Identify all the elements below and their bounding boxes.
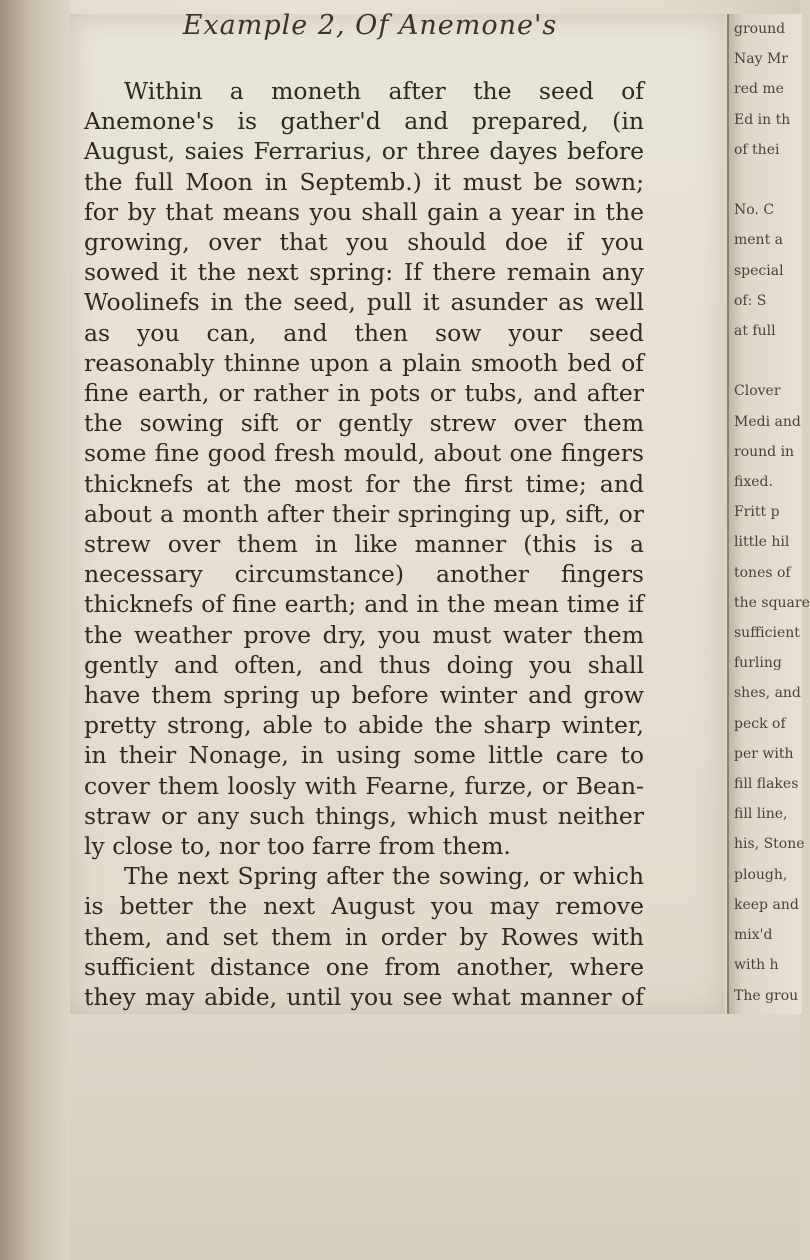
margin-fragment: special bbox=[734, 262, 784, 279]
margin-fragment: sufficient bbox=[734, 625, 800, 642]
margin-fragment: shes, and bbox=[734, 685, 801, 702]
adjacent-page-fragment bbox=[727, 14, 810, 1014]
margin-fragment: of: S bbox=[734, 292, 767, 309]
margin-fragment: of thei bbox=[734, 141, 780, 158]
paragraph-2: The next Spring after the sowing, or which is better the next August you may remove them, and set them in order by Rowes with sufficient distance one from another, where they may abide, until you see what manner of bbox=[84, 862, 644, 1012]
book-spine bbox=[0, 0, 70, 1260]
margin-fragment: Ed in th bbox=[734, 111, 791, 128]
margin-fragment bbox=[729, 346, 802, 376]
margin-fragment: per with bbox=[734, 745, 794, 762]
margin-fragment: Nay Mr bbox=[734, 51, 788, 68]
margin-fragment: mix'd bbox=[734, 927, 773, 944]
margin-fragment: fixed. bbox=[734, 474, 773, 491]
margin-fragment: Clover bbox=[734, 383, 781, 400]
margin-fragment: little hil bbox=[734, 534, 790, 551]
margin-fragment: red me bbox=[734, 81, 784, 98]
paragraph-1: Within a moneth after the seed of Anemone's is gather'd and prepared, (in August, saies Ferrarius, or three dayes before the full Moon in Septemb.) it must be sown; for by that means you shall gain a year in the growing, over that you should doe if you sowed it the next spring: If there remain any Woolinefs in the seed, pull it asunder as well as you can, and then sow your seed reasonably thinne upon a plain smooth bed of fine earth, or rather in pots or tubs, and after the sowing sift or gently strew over them some fine good fresh mould, about one fingers thicknefs at the most for the first time; and about a month after their springing up, sift, or strew over them in like manner (this is a necessary circumstance) another fingers thicknefs of fine earth; and in the mean time if the weather prove dry, you must water them gently and often, and thus doing you shall have them spring up before winter and grow pretty strong, able to abide the sharp winter, in their Nonage, in using some little care to cover them loosly with Fearne, furze, or Bean-straw or any such things, which must neither ly close to, nor too farre from them. bbox=[84, 77, 644, 861]
margin-fragment: with h bbox=[734, 957, 779, 974]
margin-fragment: round in bbox=[734, 443, 795, 460]
margin-fragment: his, Stone bbox=[734, 836, 805, 853]
margin-fragment: furling bbox=[734, 655, 782, 672]
margin-fragment: No. C bbox=[734, 202, 775, 219]
margin-fragment: keep and bbox=[734, 896, 799, 913]
margin-fragment: Medi and bbox=[734, 413, 801, 430]
margin-fragment: peck of bbox=[734, 715, 786, 732]
margin-fragment: at full bbox=[734, 323, 776, 340]
margin-fragment: The grou bbox=[734, 987, 799, 1004]
margin-fragment bbox=[729, 165, 802, 195]
margin-fragment: ment a bbox=[734, 232, 783, 249]
margin-fragment: Fritt p bbox=[734, 504, 780, 521]
scan-lower-area bbox=[70, 1014, 800, 1260]
margin-fragment: plough, bbox=[734, 866, 788, 883]
margin-fragment: fill line, bbox=[734, 806, 788, 823]
margin-fragment: ground bbox=[734, 21, 786, 37]
page-heading: Example 2, Of Anemone's bbox=[182, 10, 558, 41]
margin-fragment: tones of bbox=[734, 564, 791, 581]
margin-fragment: the square bbox=[734, 594, 810, 611]
margin-fragment: fill flakes bbox=[734, 776, 799, 793]
